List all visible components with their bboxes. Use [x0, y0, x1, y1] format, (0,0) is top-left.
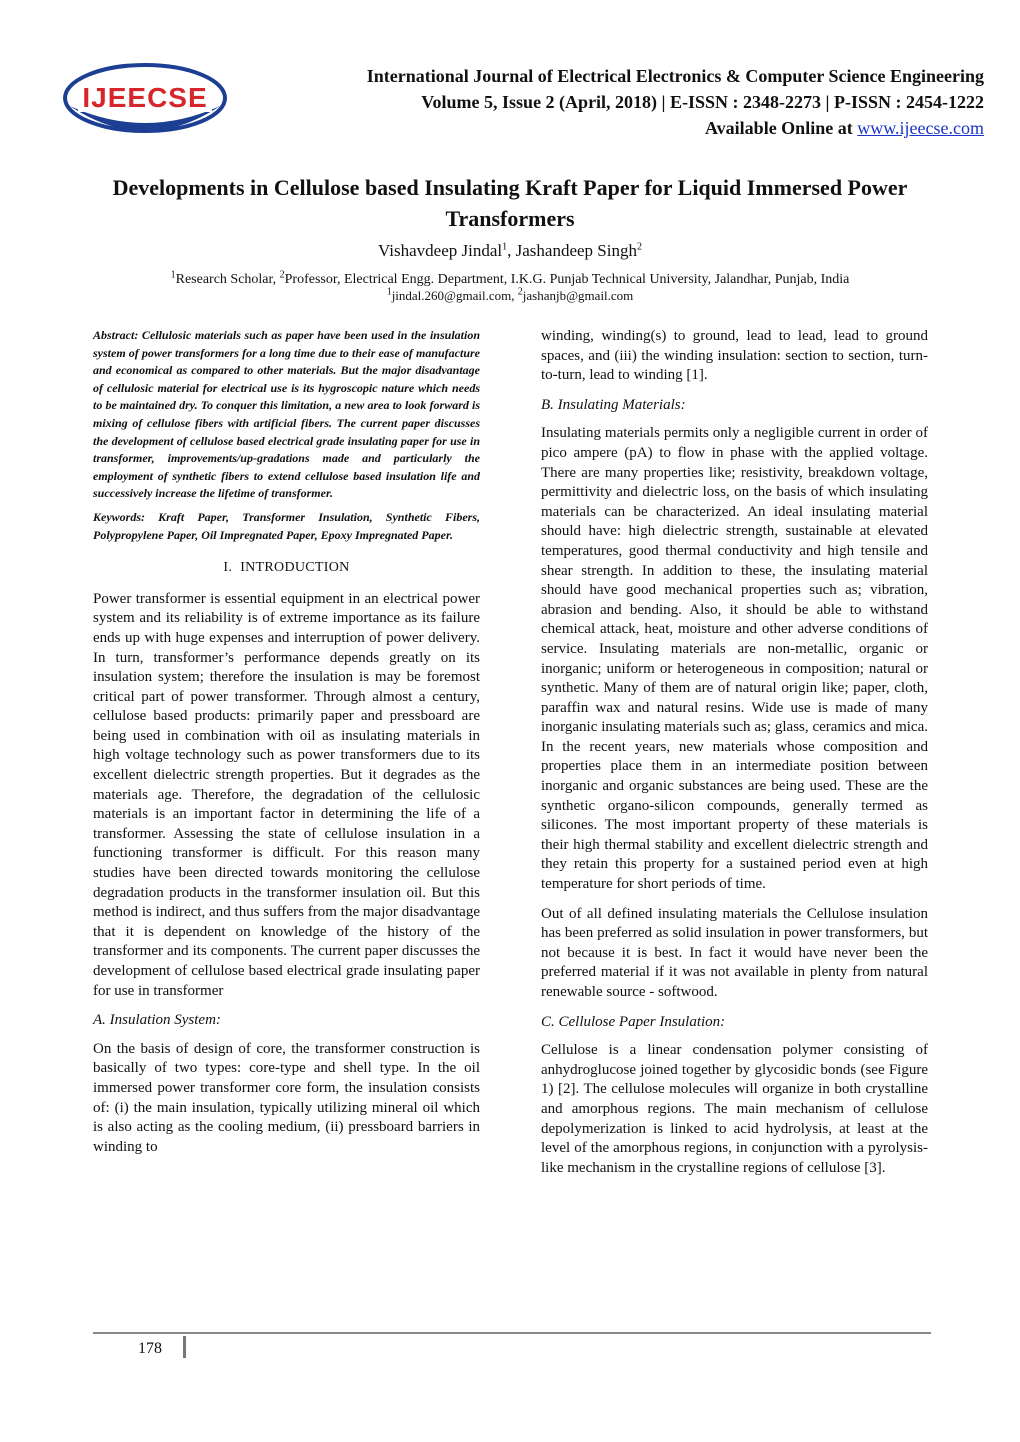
author-2: Jashandeep Singh — [515, 241, 637, 260]
section-title: INTRODUCTION — [240, 560, 350, 576]
section-heading-introduction — [93, 558, 480, 578]
paper-title: Developments in Cellulose based Insulating Kraft Paper for Liquid Immersed Power Transformers — [112, 175, 908, 231]
subsection-heading-insulating-materials: B. Insulating Materials: — [541, 396, 686, 413]
svg-text:IJEECSE: IJEECSE — [82, 82, 208, 113]
email-sup-1: 1 — [386, 286, 392, 298]
email-1: jindal.260@gmail.com, — [391, 288, 518, 303]
page-number: 178 — [138, 1340, 162, 1357]
available-prefix: Available Online at — [705, 118, 853, 138]
insulating-materials-paragraph-2: Out of all defined insulating materials the Cellulose insulation has been preferred as solid insulation in power transformers, but not because it is best. In fact it would have never been the preferred material if it was not available in plenty from natural renewable source - softwood. — [541, 905, 928, 1000]
journal-logo — [60, 60, 230, 144]
insulation-system-paragraph: On the basis of design of core, the transformer construction is basically of two types: core-type and shell type. In the oil immersed power transformer core form, the insulation consists of: (i) the main insulation, typically utilizing mineral oil which is also acting as the cooling medium, (ii) pressboard barriers in winding to — [93, 1040, 480, 1155]
email-sup-2: 2 — [517, 286, 523, 298]
journal-header — [367, 63, 984, 141]
author-separator: , — [507, 241, 516, 260]
continued-paragraph: winding, winding(s) to ground, lead to lead, lead to ground spaces, and (iii) the winding insulation: section to section, turn-to-turn, lead to winding [1]. — [541, 328, 928, 384]
footer-rule — [93, 1332, 931, 1334]
subsection-heading-insulation-system: A. Insulation System: — [93, 1012, 221, 1029]
section-number: I. — [223, 560, 233, 576]
author-1-sup: 1 — [502, 241, 508, 253]
author-1: Vishavdeep Jindal — [378, 241, 503, 260]
affil-part-2: Professor, Electrical Engg. Department, I.K.G. Punjab Technical University, Jalandhar, Punjab, India — [284, 272, 850, 287]
page-number-bar — [183, 1336, 186, 1358]
journal-name: International Journal of Electrical Electronics & Computer Science Engineering — [366, 66, 984, 86]
cellulose-paper-paragraph: Cellulose is a linear condensation polymer consisting of anhydroglucose joined together by glycosidic bonds (see Figure 1) [2]. The cellulose molecules will organize in both crystalline and amorphous regions. The main mechanism of cellulose depolymerization is linked to acid hydrolysis, at least at the level of the amorphous regions, in conjunction with a pyrolysis-like mechanism in the crystalline regions of cellulose [3]. — [541, 1042, 928, 1176]
availability-line — [367, 115, 984, 141]
keywords: Keywords: Kraft Paper, Transformer Insulation, Synthetic Fibers, Polypropylene Paper, Oil Impregnated Paper, Epoxy Impregnated Paper. — [93, 509, 480, 542]
volume-issue-line: Volume 5, Issue 2 (April, 2018) | E-ISSN : 2348-2273 | P-ISSN : 2454-1222 — [421, 92, 984, 112]
journal-website-link[interactable]: www.ijeecse.com — [857, 118, 984, 138]
authors-line — [40, 241, 980, 261]
affiliation-line — [40, 269, 980, 288]
left-column — [93, 327, 480, 1157]
author-2-sup: 2 — [636, 241, 642, 253]
insulating-materials-paragraph-1: Insulating materials permits only a negligible current in order of pico ampere (pA) to flow in phase with the applied voltage. There are many properties like; resistivity, breakdown voltage, permittivity and dielectric loss, on the basis of which insulating materials can be characterized. An ideal insulating material should have: high dielectric strength, sustainable at elevated temperatures, good thermal conductivity and high tensile and shear strength. In addition to these, the insulating material should have good mechanical properties such as; vibration, abrasion and bending. Also, it should be able to withstand chemical attack, heat, moisture and other adverse conditions of service. Insulating materials are non-metallic, organic or inorganic; uniform or heterogeneous in composition; natural or synthetic. Many of them are of natural origin like; paper, cloth, paraffin wax and natural resins. Wide use is made of many inorganic insulating materials such as; glass, ceramics and mica. In the recent years, new materials whose composition and properties place them in an intermediate position between inorganic and organic substances are being used. These are the synthetic organo-silicon compounds, generally termed as silicones. The most important property of these materials is their high thermal stability and excellent dielectric strength and they retain this property for a sustained period even at high temperature for short periods of time. — [541, 425, 928, 893]
affil-sup-1: 1 — [170, 269, 176, 281]
email-2: jashanjb@gmail.com — [522, 288, 634, 303]
introduction-paragraph: Power transformer is essential equipment in an electrical power system and its reliability is of extreme importance as its failure ends up with huge expenses and interruption of power delivery. In turn, transformer’s performance depends greatly on its insulation system; therefore the insulation is may be foremost critical part of power transformer. Through almost a century, cellulose based products: primarily paper and pressboard are being used in combination with oil as insulating materials in high voltage technology such as power transformers due to its excellent dielectric strength properties. But it degrades as the materials age. Therefore, the degradation of the cellulosic materials is an important factor in determining the life of a transformer. Assessing the state of cellulose insulation in a functioning transformer is difficult. For this reason many studies have been directed towards monitoring the cellulose degradation products in the transformer insulation oil. But this method is indirect, and thus suffers from the major disadvantage that it is dependent on knowledge of the history of the transformer and its components. The current paper discusses the development of cellulose based electrical grade insulating paper for use in transformer — [93, 590, 480, 999]
abstract: Abstract: Cellulosic materials such as paper have been used in the insulation system of power transformers for a long time due to their ease of manufacture and economical as compared to other materials. But the major disadvantage of cellulosic material for electrical use is its hygroscopic nature which needs to be maintained dry. To conquer this limitation, a new area to look forward is mixing of cellulose fibers with artificial fibers. The current paper discusses the development of cellulose based electrical grade insulating paper for use in transformer, improvements/up-gradations made and particularly the employment of synthetic fibers to extend cellulose based insulation life and successively increase the lifetime of transformer. — [93, 328, 480, 501]
affil-part-1: Research Scholar, — [175, 272, 280, 287]
right-column — [541, 327, 928, 1178]
affil-sup-2: 2 — [279, 269, 285, 281]
email-line — [40, 288, 980, 304]
subsection-heading-cellulose-paper: C. Cellulose Paper Insulation: — [541, 1013, 726, 1030]
